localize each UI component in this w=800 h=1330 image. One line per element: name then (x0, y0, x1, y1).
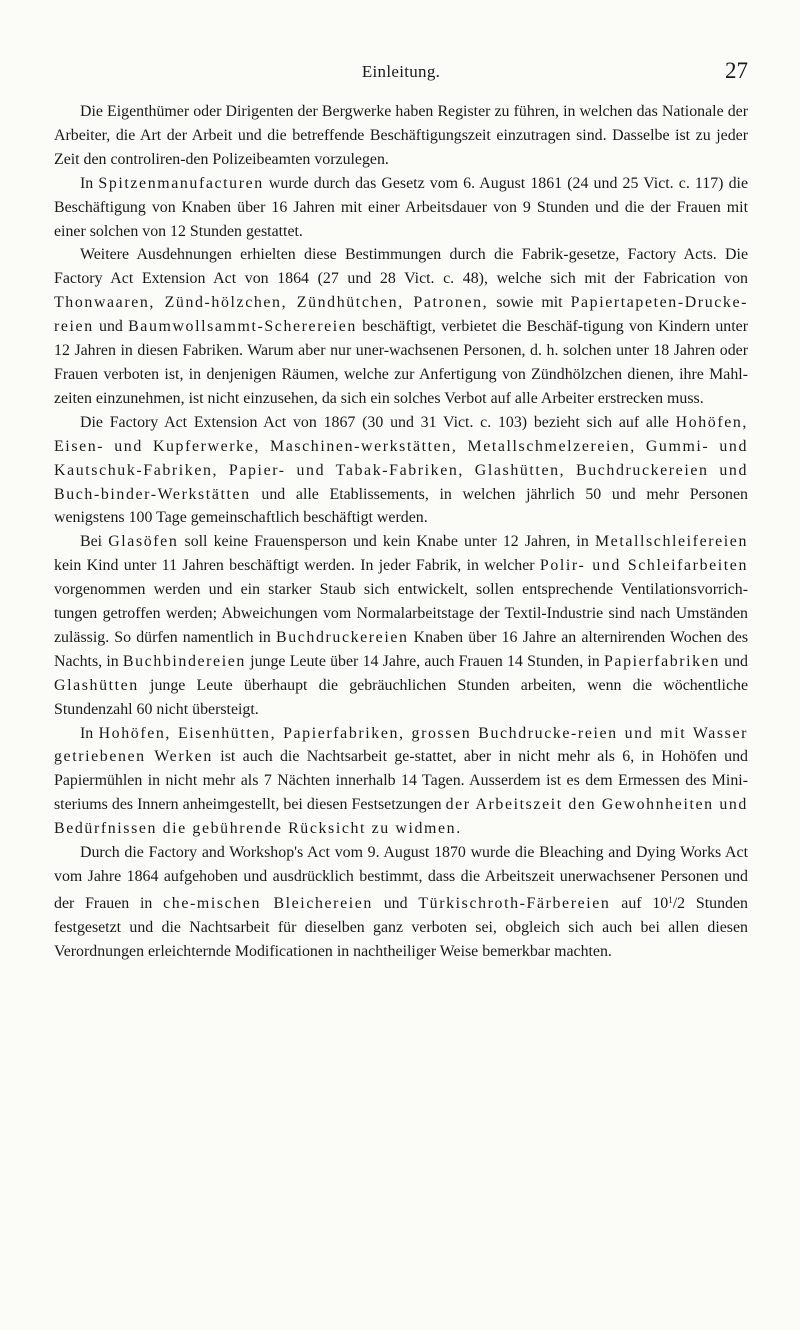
text-run: auf 10 (610, 894, 669, 912)
spaced-emphasis: Baumwollsammt-Scherereien (128, 318, 357, 336)
text-run: junge Leute überhaupt die gebräuchlichen Stunden arbeiten, wenn die wöchentliche Stundenzahl 60 nicht übersteigt. (54, 676, 748, 718)
running-head (54, 58, 748, 86)
paragraph (54, 411, 748, 531)
paragraph (54, 100, 748, 172)
spaced-emphasis: der Arbeitszeit den Gewohnheiten und Bedürfnissen die gebührende Rücksicht zu widmen. (54, 796, 748, 838)
spaced-emphasis: Glasöfen (108, 533, 179, 551)
spaced-emphasis: Hohöfen, Eisen- und Kupferwerke, Maschinen-werkstätten, Metallschmelzereien, Gummi- und Kautschuk-Fabriken, Papier- und Tabak-Fabriken, Glashütten, Buchdruckereien und Buch-binder-Werkstätten (54, 413, 748, 503)
spaced-emphasis: Buchbindereien (122, 652, 246, 670)
spaced-emphasis: Polir- und Schleifarbeiten (539, 557, 748, 575)
text-run: Weitere Ausdehnungen erhielten diese Bestimmungen durch die Fabrik-gesetze, Factory Acts. Die Factory Act Extension Act von 1864 (27 und 28 Vict. c. 48), welche sich mit der Fabrication von (54, 246, 748, 288)
text-run: und alle Etablissements, in welchen jährlich 50 und mehr Personen wenigstens 100 Tage gemeinschaftlich beschäftigt werden. (54, 485, 748, 527)
text-run: und (93, 318, 129, 336)
text-run: In (80, 174, 99, 192)
paragraph (54, 243, 748, 410)
text-run: Die Eigenthümer oder Dirigenten der Bergwerke haben Register zu führen, in welchen das Nationale der Arbeiter, die Art der Arbeit und die betreffende Beschäftigungszeit einzutragen sind. Dasselbe ist zu jeder Zeit den controliren-den Polizeibeamten vorzulegen. (54, 103, 748, 168)
paragraph (54, 722, 748, 842)
text-run: Bei (80, 533, 109, 551)
text-run: Knaben über 16 Jahre an alternirenden Wochen des Nachts, in (54, 628, 749, 670)
spaced-emphasis: Buchdruckereien (276, 628, 409, 646)
spaced-emphasis: Hohöfen, Eisenhütten, Papierfabriken, grossen Buchdrucke-reien und mit Wasser getriebenen Werken (54, 724, 748, 766)
page-number: 27 (725, 58, 748, 83)
superscript: 1 (668, 894, 673, 905)
text-run: Durch die Factory and Workshop's Act vom 9. August 1870 wurde die Bleaching and Dying Works Act vom Jahre 1864 aufgehoben und ausdrücklich bestimmt, dass die Arbeitszeit unerwachsener Personen und der Frauen in (54, 844, 748, 912)
spaced-emphasis: Papierfabriken (603, 652, 720, 670)
text-run: /2 Stunden festgesetzt und die Nachtsarbeit für dieselben ganz verboten sei, obgleich sich auch bei allen diesen Verordnungen erleichternde Modificationen in nachtheiliger Weise bemerkbar machten. (54, 894, 748, 960)
paragraph (54, 172, 748, 244)
spaced-emphasis: Metallschleifereien (594, 533, 748, 551)
text-run: junge Leute über 14 Jahre, auch Frauen 14 Stunden, in (245, 652, 604, 670)
text-run: kein Kind unter 11 Jahren beschäftigt werden. In jeder Fabrik, in welcher (54, 557, 540, 575)
spaced-emphasis: Papiertapeten-Drucke-reien (54, 294, 748, 336)
text-run: und (719, 652, 748, 670)
text-run: Die Factory Act Extension Act von 1867 (30 und 31 Vict. c. 103) bezieht sich auf alle (80, 413, 676, 431)
spaced-emphasis: Thonwaaren, Zünd-hölzchen, Zündhütchen, Patronen, (54, 294, 489, 312)
text-run: ist auch die Nachtsarbeit ge-stattet, aber in nicht mehr als 6, in Hohöfen und Papiermühlen in nicht mehr als 7 Nächten innerhalb 14 Tagen. Ausserdem ist es dem Ermessen des Mini-steriums des Innern anheimgestellt, bei diesen Festsetzungen (54, 748, 748, 814)
text-run: soll keine Frauensperson und kein Knabe unter 12 Jahren, in (178, 533, 595, 551)
paragraph (54, 530, 748, 721)
text-run: wurde durch das Gesetz vom 6. August 1861 (24 und 25 Vict. c. 117) die Beschäftigung von Knaben über 16 Jahren mit einer Arbeitsdauer von 9 Stunden und die der Frauen mit einer solchen von 12 Stunden gestattet. (54, 174, 748, 240)
text-run: In (80, 724, 99, 742)
text-run: sowie mit (488, 294, 571, 312)
spaced-emphasis: Spitzenmanufacturen (98, 174, 264, 192)
spaced-emphasis: Türkischroth-Färbereien (418, 894, 611, 912)
text-run: und (372, 894, 419, 912)
text-run: vorgenommen werden und ein starker Staub sich entwickelt, sollen entsprechende Ventilationsvorrich-tungen getroffen werden; Abweichungen vom Normalarbeitstage der Textil-Industrie sind nach Umständen zulässig. So dürfen namentlich in (54, 581, 748, 646)
spaced-emphasis: Glashütten (54, 676, 139, 694)
body-text (54, 100, 748, 964)
paragraph (54, 841, 748, 964)
spaced-emphasis: che-mischen Bleichereien (163, 894, 373, 912)
running-title: Einleitung. (361, 62, 441, 81)
text-run: beschäftigt, verbietet die Beschäf-tigung von Kindern unter 12 Jahren in diesen Fabriken. Warum aber nur uner-wachsenen Personen, d. h. solchen unter 18 Jahren oder Frauen verboten ist, in denjenigen Räumen, welche zur Anfertigung von Zündhölzchen dienen, ihre Mahl-zeiten einzunehmen, ist nicht einzusehen, da sich ein solches Verbot auf alle Arbeiter erstrecken muss. (54, 318, 749, 407)
